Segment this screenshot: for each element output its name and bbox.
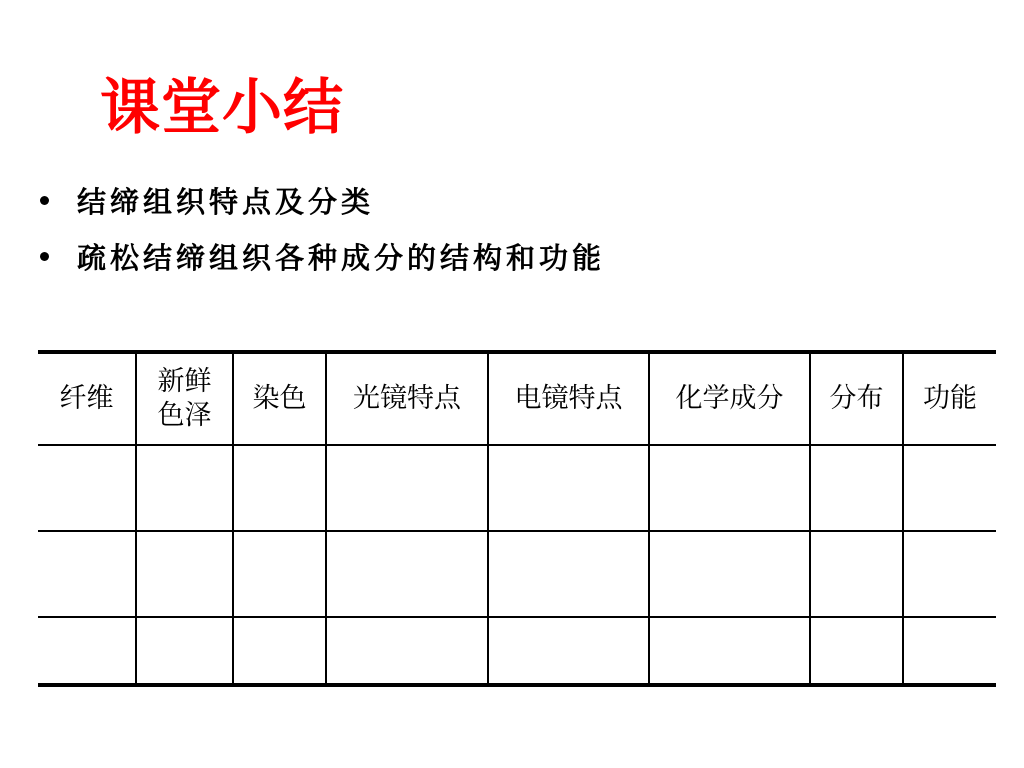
bullet-text: 疏松结缔组织各种成分的结构和功能 bbox=[77, 240, 606, 275]
header-text: 新鲜 bbox=[157, 366, 212, 397]
table-cell[interactable] bbox=[649, 445, 810, 531]
table-row bbox=[38, 617, 996, 685]
header-staining bbox=[233, 352, 326, 445]
header-fresh-color bbox=[136, 352, 233, 445]
header-distribution bbox=[810, 352, 903, 445]
table-cell[interactable] bbox=[488, 445, 649, 531]
table-cell[interactable] bbox=[903, 445, 996, 531]
table-cell[interactable] bbox=[233, 445, 326, 531]
header-text: 光镜特点 bbox=[353, 383, 461, 414]
header-text: 化学成分 bbox=[675, 383, 784, 414]
header-fiber bbox=[38, 352, 136, 445]
table-cell[interactable] bbox=[649, 531, 810, 617]
header-light-microscope bbox=[326, 352, 488, 445]
header-chemical-composition bbox=[649, 352, 810, 445]
bullet-text: 结缔组织特点及分类 bbox=[77, 184, 375, 219]
table-cell[interactable] bbox=[488, 617, 649, 685]
table-cell[interactable] bbox=[810, 531, 903, 617]
slide-title: 课堂小结 bbox=[100, 73, 344, 143]
header-text: 电镜特点 bbox=[514, 383, 623, 414]
header-electron-microscope bbox=[488, 352, 649, 445]
table-cell[interactable] bbox=[233, 531, 326, 617]
table-cell[interactable] bbox=[38, 445, 136, 531]
table-cell[interactable] bbox=[38, 617, 136, 685]
bullet-list bbox=[38, 172, 605, 284]
table-header-row bbox=[38, 352, 996, 445]
table-cell[interactable] bbox=[326, 445, 488, 531]
header-function bbox=[903, 352, 996, 445]
table-cell[interactable] bbox=[810, 445, 903, 531]
header-text: 功能 bbox=[923, 383, 977, 414]
summary-table bbox=[38, 350, 996, 687]
header-text: 染色 bbox=[252, 383, 307, 414]
table-cell[interactable] bbox=[136, 445, 233, 531]
table-cell[interactable] bbox=[326, 531, 488, 617]
bullet-dot-icon bbox=[40, 196, 49, 205]
table-cell[interactable] bbox=[38, 531, 136, 617]
bullet-item bbox=[38, 172, 605, 228]
table-row bbox=[38, 445, 996, 531]
table-row bbox=[38, 531, 996, 617]
table-cell[interactable] bbox=[903, 617, 996, 685]
header-text: 色泽 bbox=[157, 400, 212, 431]
table-cell[interactable] bbox=[488, 531, 649, 617]
header-text: 纤维 bbox=[59, 383, 114, 414]
table-cell[interactable] bbox=[810, 617, 903, 685]
table-cell[interactable] bbox=[233, 617, 326, 685]
bullet-item bbox=[38, 228, 605, 284]
header-text: 分布 bbox=[829, 383, 884, 414]
table-cell[interactable] bbox=[903, 531, 996, 617]
table-cell[interactable] bbox=[326, 617, 488, 685]
table-cell[interactable] bbox=[136, 617, 233, 685]
bullet-dot-icon bbox=[40, 252, 49, 261]
table-cell[interactable] bbox=[136, 531, 233, 617]
table-cell[interactable] bbox=[649, 617, 810, 685]
